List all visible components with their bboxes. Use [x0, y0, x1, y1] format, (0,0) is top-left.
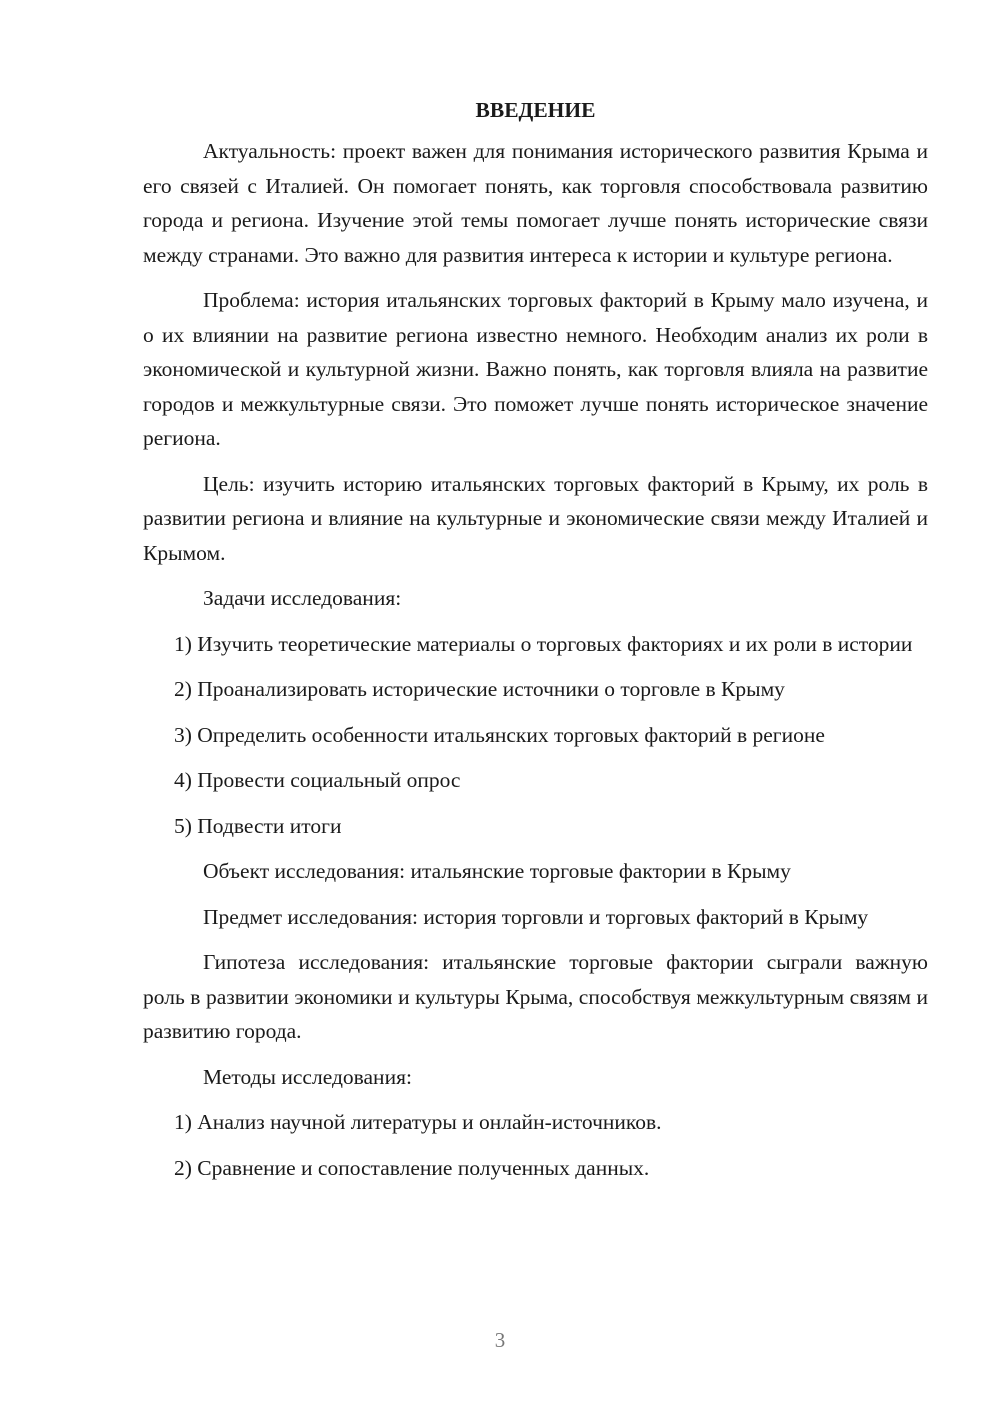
page-content	[143, 92, 928, 1196]
object-paragraph: Объект исследования: итальянские торговые фактории в Крыму	[203, 859, 791, 883]
tasks-heading: Задачи исследования:	[203, 586, 402, 610]
task-item-4: 4) Провести социальный опрос	[174, 768, 461, 792]
task-item-3: 3) Определить особенности итальянских торговых факторий в регионе	[174, 722, 825, 747]
method-item-1: 1) Анализ научной литературы и онлайн-источников.	[174, 1110, 662, 1134]
relevance-paragraph: Актуальность: проект важен для понимания исторического развития Крыма и его связей с Италией. Он помогает понять, как торговля способствовала развитию города и региона. Изучение этой темы помогает лучше понять исторические связи между странами. Это важно для развития интереса к истории и культуре региона.	[143, 139, 928, 267]
page-number: 3	[494, 1328, 506, 1352]
task-item-1: 1) Изучить теоретические материалы о торговых факториях и их роли в истории	[174, 631, 913, 656]
problem-paragraph: Проблема: история итальянских торговых факторий в Крыму мало изучена, и о их влиянии на развитие региона известно немного. Необходим анализ их роли в экономической и культурной жизни. Важно понять, как торговля влияла на развитие городов и межкультурные связи. Это поможет лучше понять историческое значение региона.	[143, 288, 928, 450]
method-item-2: 2) Сравнение и сопоставление полученных данных.	[174, 1155, 650, 1180]
subject-paragraph: Предмет исследования: история торговли и торговых факторий в Крыму	[203, 904, 869, 929]
task-item-5: 5) Подвести итоги	[174, 813, 342, 838]
document-title: ВВЕДЕНИЕ	[475, 98, 596, 122]
hypothesis-paragraph: Гипотеза исследования: итальянские торговые фактории сыграли важную роль в развитии экономики и культуры Крыма, способствуя межкультурным связям и развитию города.	[143, 950, 928, 1043]
methods-heading: Методы исследования:	[203, 1064, 412, 1089]
goal-paragraph: Цель: изучить историю итальянских торговых факторий в Крыму, их роль в развитии региона и влияние на культурные и экономические связи между Италией и Крымом.	[143, 471, 928, 565]
task-item-2: 2) Проанализировать исторические источники о торговле в Крыму	[174, 677, 785, 701]
